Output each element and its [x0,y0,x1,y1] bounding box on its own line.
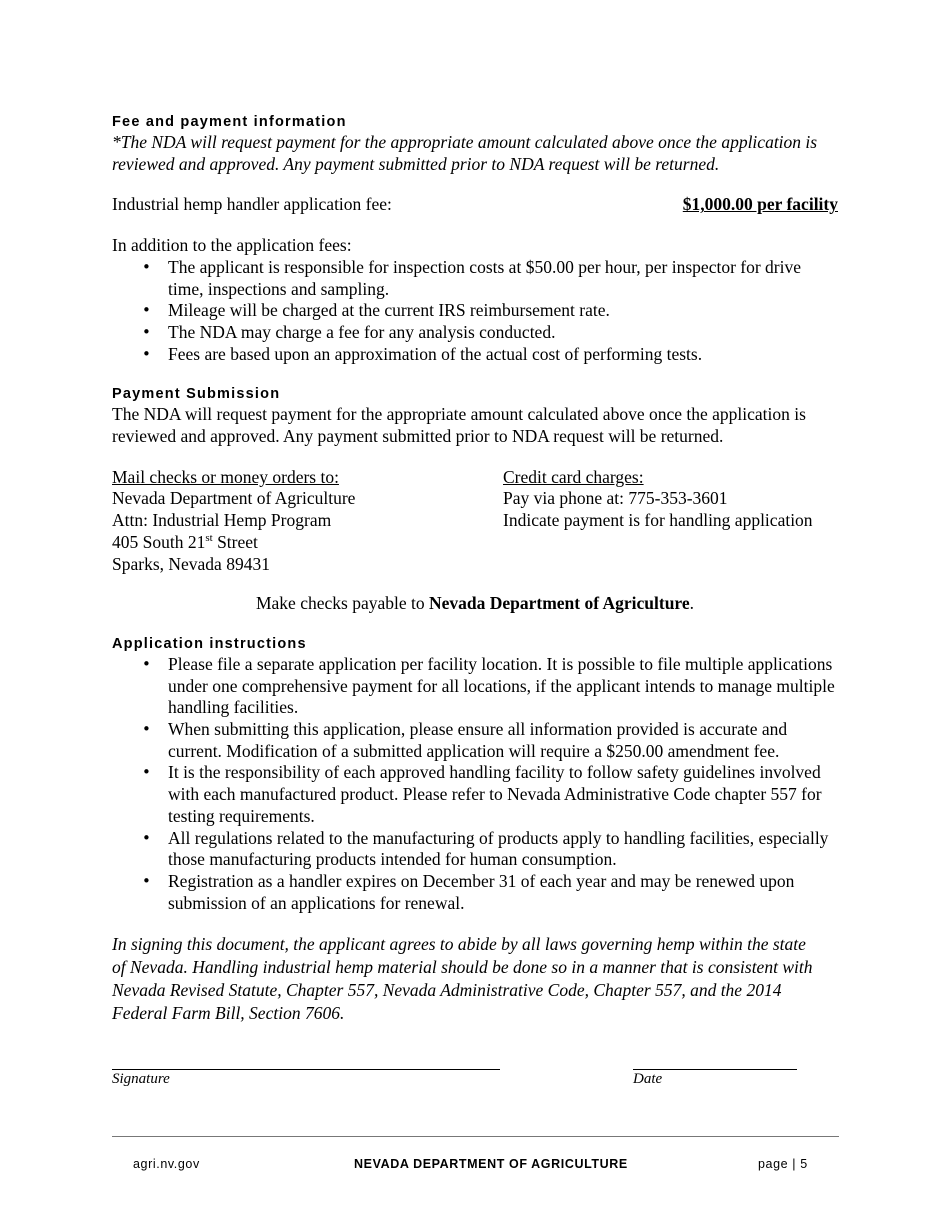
list-item: • Registration as a handler expires on December 31 of each year and may be renewed upon submission of an applications for renewal. [168,871,838,914]
footer-org: NEVADA DEPARTMENT OF AGRICULTURE [354,1157,628,1171]
payable-line [112,593,838,615]
footer-divider [112,1136,839,1137]
street-name: Street [212,531,258,552]
mail-line-1: Nevada Department of Agriculture [112,488,356,509]
card-phone: Pay via phone at: 775-353-3601 [503,488,728,509]
mail-line-2: Attn: Industrial Hemp Program [112,510,332,531]
date-line[interactable] [633,1069,797,1070]
agreement-text: In signing this document, the applicant agrees to abide by all laws governing hemp within the state of Nevada. Handling industrial hemp material should be done so in a manner that is consistent with Nevada Revised Statute, Chapter 557, Nevada Administrative Code, Chapter 557, and the 2014 Federal Farm Bill, Section 7606. [112,934,813,1024]
signature-row [112,1051,838,1111]
list-item: • Please file a separate application per facility location. It is possible to file multiple applications under one comprehensive payment for all locations, if the applicant intends to manage multiple handling facilities. [168,654,838,719]
date-label: Date [633,1071,663,1088]
street-number: 405 South 21 [112,531,206,552]
list-item: • The NDA may charge a fee for any analysis conducted. [168,322,838,344]
list-item: • It is the responsibility of each approved handling facility to follow safety guidelines involved with each manufactured product. Please refer to Nevada Administrative Code chapter 557 for testing requirements. [168,762,838,827]
mail-street [112,532,503,554]
additional-fees-list [112,257,838,366]
card-note: Indicate payment is for handling application [503,510,813,531]
list-item: • When submitting this application, please ensure all information provided is accurate and current. Modification of a submitted application will require a $250.00 amendment fee. [168,719,838,762]
card-title: Credit card charges: [503,466,644,487]
instructions-list [112,654,838,914]
payment-text: The NDA will request payment for the appropriate amount calculated above once the application is reviewed and approved. Any payment submitted prior to NDA request will be returned. [112,404,806,447]
signature-line[interactable] [112,1069,500,1070]
card-column [503,467,838,576]
instructions-heading: Application instructions [112,635,307,652]
mail-title: Mail checks or money orders to: [112,466,339,487]
footer-page: page | 5 [758,1157,808,1171]
payable-prefix: Make checks payable to [255,593,429,614]
footer-website: agri.nv.gov [133,1157,200,1171]
list-item: • The applicant is responsible for inspection costs at $50.00 per hour, per inspector for drive time, inspections and sampling. [168,257,838,300]
fee-label: Industrial hemp handler application fee: [112,194,392,215]
fee-section-heading: Fee and payment information [112,114,347,130]
list-item: • All regulations related to the manufacturing of products apply to handling facilities, especially those manufacturing products intended for human consumption. [168,828,838,871]
fee-row [112,194,838,216]
additional-fees-intro: In addition to the application fees: [112,235,352,256]
payable-suffix: . [689,593,695,614]
fee-note: *The NDA will request payment for the appropriate amount calculated above once the application is reviewed and approved. Any payment submitted prior to NDA request will be returned. [112,132,818,174]
document-page [112,112,838,1111]
payable-name: Nevada Department of Agriculture [428,593,690,614]
list-item: • Fees are based upon an approximation of the actual cost of performing tests. [168,344,838,366]
mail-city: Sparks, Nevada 89431 [112,553,270,574]
list-item: • Mileage will be charged at the current IRS reimbursement rate. [168,300,838,322]
payment-section-heading: Payment Submission [112,386,281,403]
payment-columns [112,467,838,576]
fee-amount: $1,000.00 per facility [682,194,838,215]
signature-label: Signature [112,1071,170,1088]
mail-column [112,467,503,576]
street-suffix: st [205,532,213,545]
